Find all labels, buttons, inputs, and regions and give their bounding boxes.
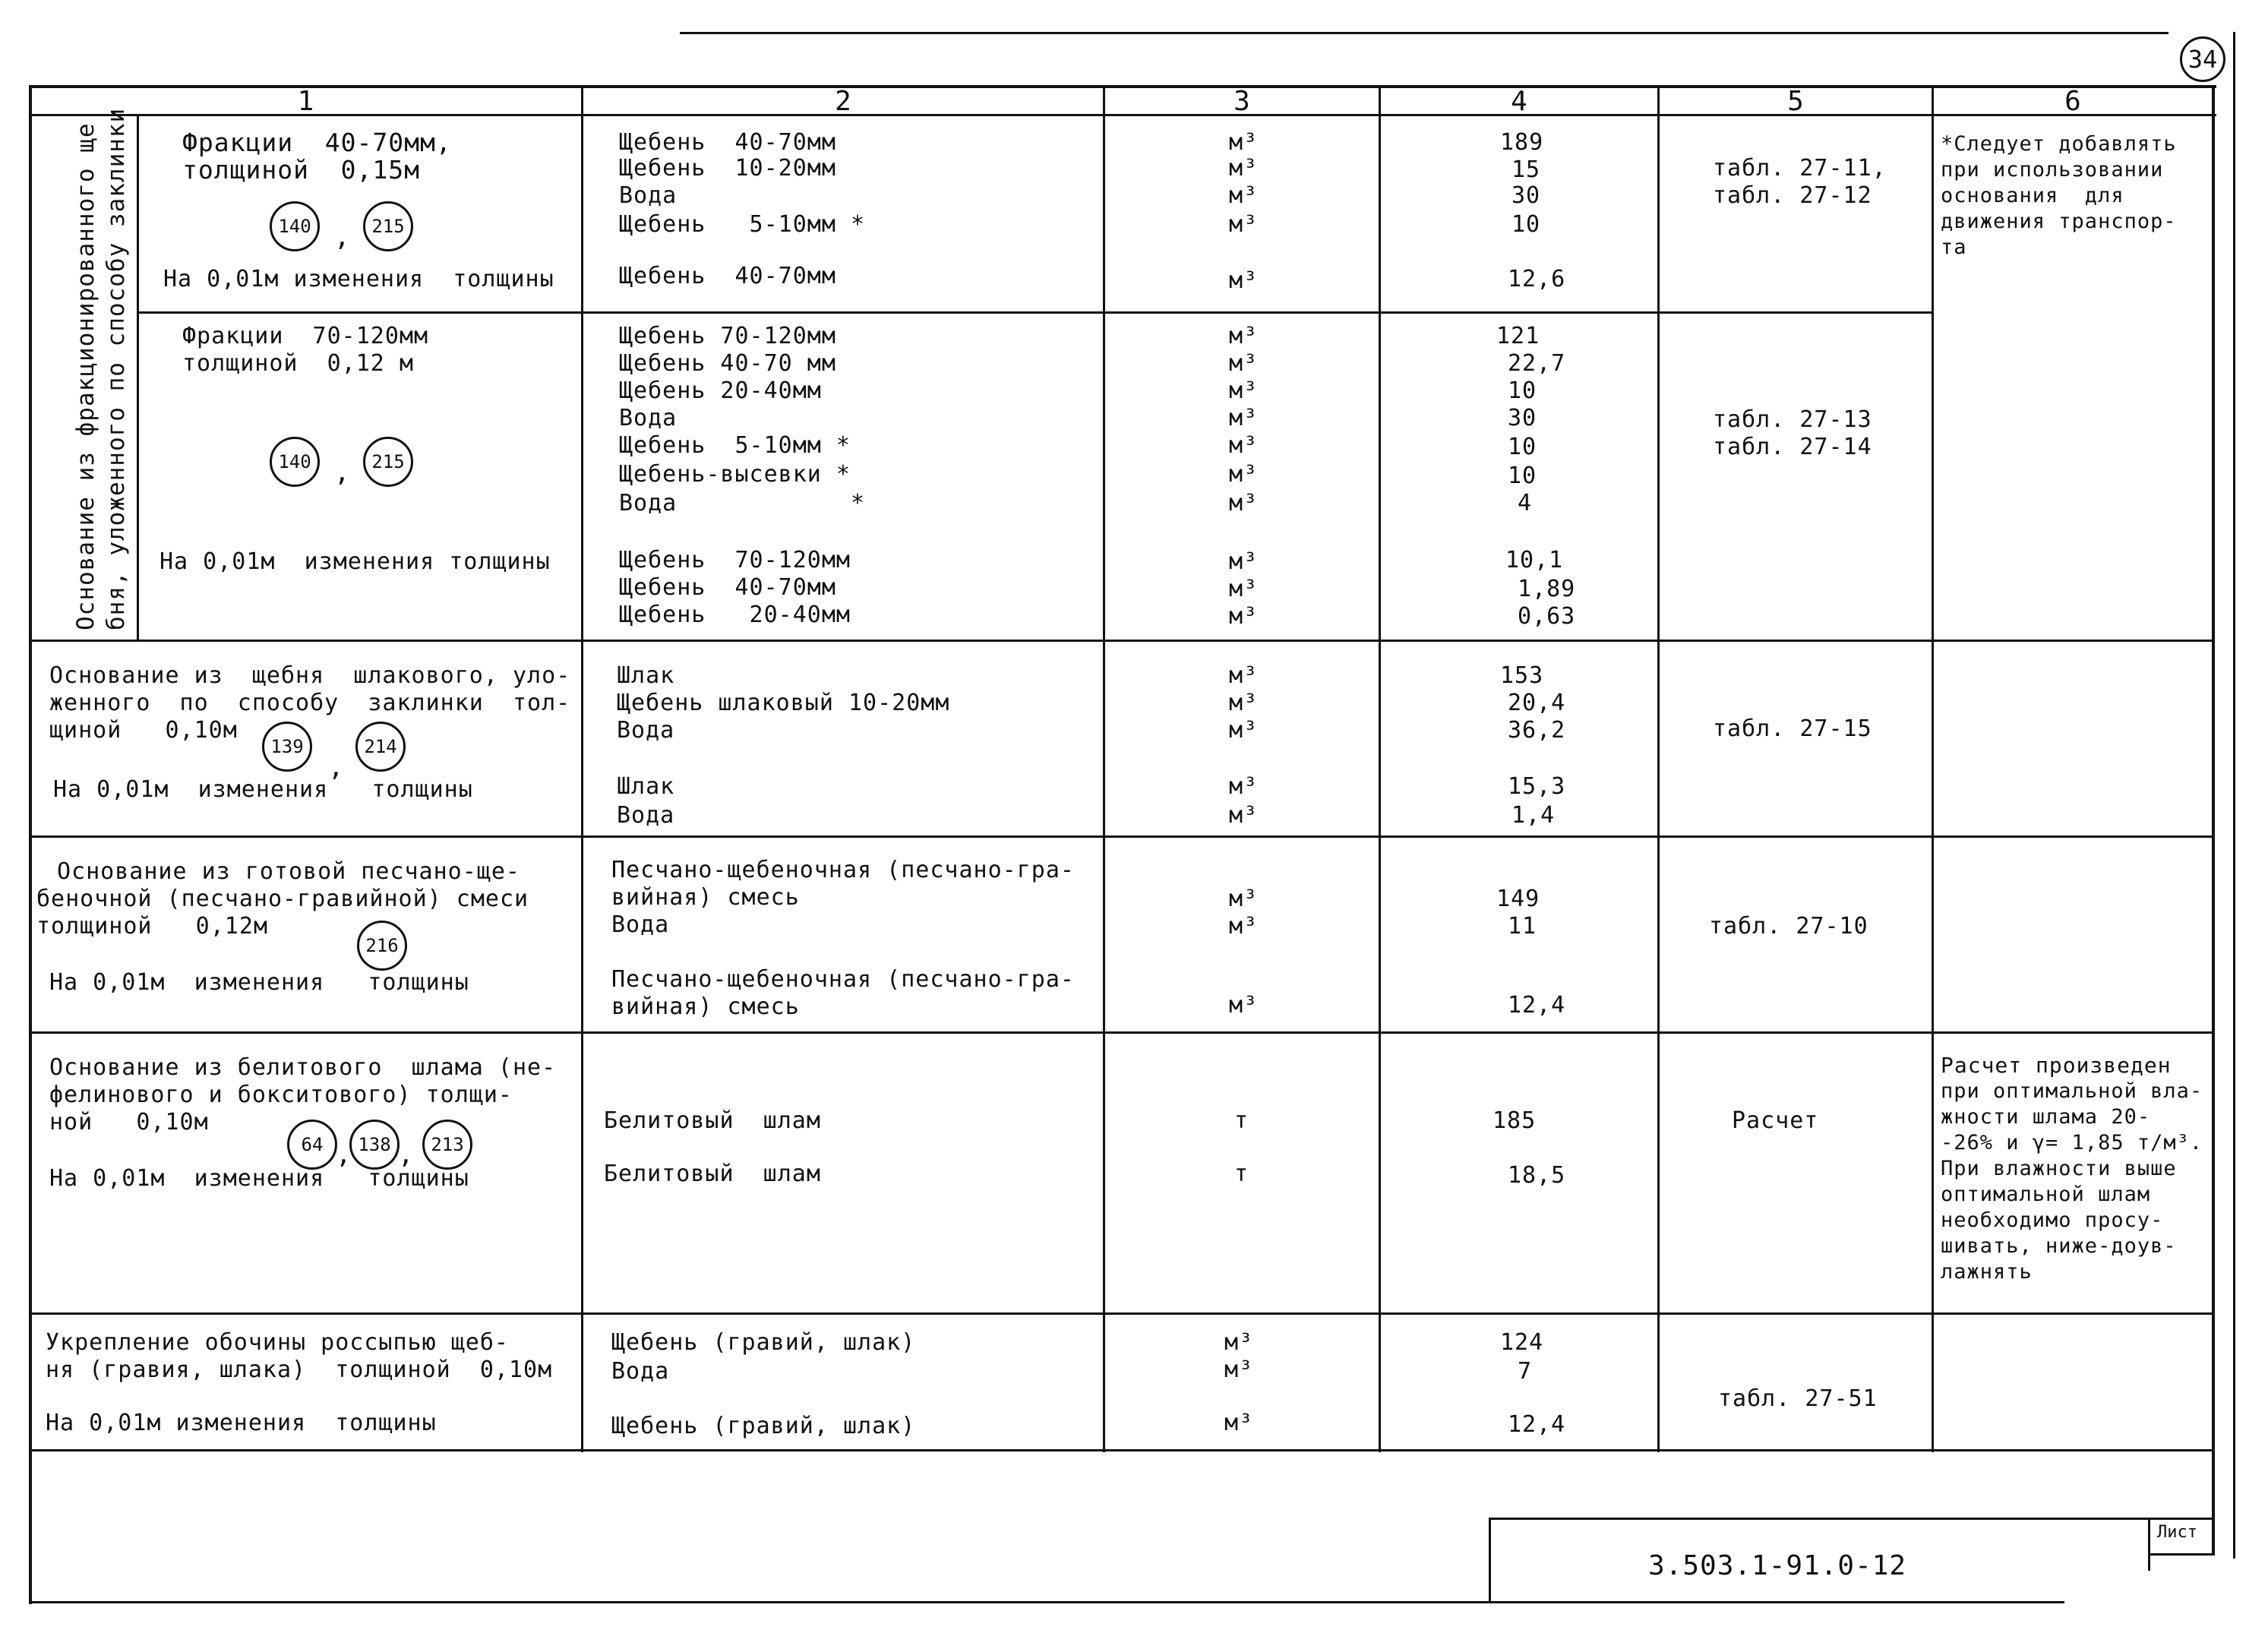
s2-circle-comma: , bbox=[334, 457, 350, 488]
s1-mat-1: Щебень 40-70мм bbox=[619, 129, 836, 156]
s2-circle-1: 140 bbox=[270, 437, 320, 487]
s2-ref-2: табл. 27-14 bbox=[1713, 434, 1872, 460]
col-sep-5 bbox=[1932, 85, 1934, 1452]
s2-unit-1: м³ bbox=[1229, 323, 1259, 349]
s1-circle-2: 215 bbox=[363, 201, 413, 251]
s1-note-1: *Следует добавлять bbox=[1941, 132, 2177, 156]
s2-mat-6: Щебень-высевки * bbox=[619, 461, 851, 488]
s4-mat-1: Песчано-щебеночная (песчано-гра- bbox=[611, 857, 1075, 883]
s2-title-2: толщиной 0,12 м bbox=[182, 350, 414, 377]
s5-note-5: При влажности выше bbox=[1941, 1157, 2177, 1180]
s2-unit-5: м³ bbox=[1229, 432, 1259, 459]
s2-submat-3: Щебень 20-40мм bbox=[619, 602, 851, 628]
s6-unit-1: м³ bbox=[1224, 1329, 1254, 1356]
table-right-border bbox=[2212, 85, 2215, 1555]
s1-mat-4: Щебень 5-10мм * bbox=[619, 211, 866, 238]
col-sep-3 bbox=[1379, 85, 1381, 1452]
outer-right-line bbox=[2233, 32, 2235, 1559]
s6-subval-1: 12,4 bbox=[1508, 1411, 1566, 1438]
s1-subunit-1: м³ bbox=[1229, 267, 1259, 294]
stamp-sheet-label: Лист bbox=[2157, 1523, 2197, 1542]
s5-title-2: фелинового и бокситового) толщи- bbox=[49, 1082, 513, 1108]
row-sep-4 bbox=[29, 1031, 2215, 1034]
s4-val-2: 11 bbox=[1508, 913, 1537, 940]
s4-subunit-1: м³ bbox=[1229, 992, 1259, 1019]
s2-mat-2: Щебень 40-70 мм bbox=[619, 350, 836, 377]
table-bottom-border bbox=[29, 1601, 2064, 1603]
s2-mat-7: Вода * bbox=[619, 490, 866, 516]
col-sep-2 bbox=[1103, 85, 1105, 1452]
stamp-code: 3.503.1-91.0-12 bbox=[1648, 1550, 1907, 1581]
s2-subunit-3: м³ bbox=[1229, 603, 1259, 630]
s4-submat-1: Песчано-щебеночная (песчано-гра- bbox=[611, 966, 1075, 993]
col-header-3: 3 bbox=[1234, 86, 1250, 117]
s1-val-3: 30 bbox=[1511, 182, 1541, 209]
s6-title-1: Укрепление обочины россыпью щеб- bbox=[46, 1329, 509, 1356]
s2-subval-3: 0,63 bbox=[1518, 603, 1576, 630]
col-header-6: 6 bbox=[2064, 86, 2081, 117]
s5-note-1: Расчет произведен bbox=[1941, 1053, 2172, 1078]
s1-title-2: толщиной 0,15м bbox=[182, 155, 421, 185]
s2-unit-3: м³ bbox=[1229, 377, 1259, 404]
s3-subval-2: 1,4 bbox=[1511, 802, 1556, 829]
s2-val-3: 10 bbox=[1508, 377, 1537, 404]
row-sep-6 bbox=[29, 1449, 2215, 1451]
s1-unit-4: м³ bbox=[1229, 211, 1259, 238]
s2-val-2: 22,7 bbox=[1508, 350, 1566, 377]
s6-val-2: 7 bbox=[1518, 1358, 1533, 1385]
s6-ref-1: табл. 27-51 bbox=[1718, 1385, 1878, 1412]
row-sep-2 bbox=[29, 640, 2215, 642]
s3-circle-2: 214 bbox=[355, 722, 406, 772]
row-sep-5 bbox=[29, 1312, 2215, 1315]
group-label-line-1: Основание из фракционированного ще bbox=[72, 122, 100, 630]
page-number: 34 bbox=[2180, 36, 2225, 82]
s2-title-1: Фракции 70-120мм bbox=[182, 323, 429, 349]
s5-title-3: ной 0,10м bbox=[49, 1109, 209, 1136]
s5-note-6: оптимальной шлам bbox=[1941, 1183, 2151, 1206]
col-sep-1 bbox=[581, 85, 583, 1452]
s3-mat-1: Шлак bbox=[617, 662, 675, 689]
s5-unit-1: т bbox=[1234, 1107, 1249, 1134]
s6-unit-2: м³ bbox=[1224, 1357, 1254, 1383]
s2-subval-1: 10,1 bbox=[1505, 547, 1564, 573]
s1-ref-2: табл. 27-12 bbox=[1713, 182, 1872, 209]
row-sep-3 bbox=[29, 835, 2215, 838]
s1-note-3: основания для bbox=[1941, 184, 2124, 207]
s4-title-3: толщиной 0,12м bbox=[36, 913, 268, 940]
s3-subunit-2: м³ bbox=[1229, 802, 1259, 829]
s2-mat-1: Щебень 70-120мм bbox=[619, 323, 836, 349]
s2-mat-5: Щебень 5-10мм * bbox=[619, 432, 851, 459]
s2-submat-1: Щебень 70-120мм bbox=[619, 547, 851, 573]
s2-subval-2: 1,89 bbox=[1518, 576, 1576, 602]
s1-unit-1: м³ bbox=[1229, 129, 1259, 156]
s6-val-1: 124 bbox=[1500, 1329, 1544, 1356]
s2-sub-label: На 0,01м изменения толщины bbox=[160, 548, 551, 575]
s3-ref-1: табл. 27-15 bbox=[1713, 715, 1872, 742]
s6-mat-1: Щебень (гравий, шлак) bbox=[611, 1329, 916, 1356]
s5-submat-1: Белитовый шлам bbox=[604, 1161, 821, 1187]
group-col-sep bbox=[137, 115, 139, 640]
s5-subunit-1: т bbox=[1234, 1161, 1249, 1187]
s5-note-9: лажнять bbox=[1941, 1260, 2033, 1284]
s5-note-8: шивать, ниже-доув- bbox=[1941, 1234, 2177, 1258]
s2-circle-2: 215 bbox=[363, 437, 413, 487]
s1-title-1: Фракции 40-70мм, bbox=[182, 128, 452, 157]
s4-title-1: Основание из готовой песчано-ще- bbox=[57, 858, 520, 885]
s1-val-4: 10 bbox=[1511, 211, 1541, 238]
s3-unit-2: м³ bbox=[1229, 690, 1259, 716]
s1-circle-comma: , bbox=[334, 222, 350, 252]
s6-mat-2: Вода bbox=[611, 1358, 670, 1385]
s3-subunit-1: м³ bbox=[1229, 773, 1259, 800]
s5-title-1: Основание из белитового шлама (не- bbox=[49, 1054, 557, 1081]
col-header-5: 5 bbox=[1787, 86, 1804, 117]
s3-circle-1: 139 bbox=[262, 722, 312, 772]
s5-circle-3: 213 bbox=[422, 1120, 472, 1170]
s5-note-4: -26% и γ= 1,85 т/м³. bbox=[1941, 1131, 2203, 1154]
s4-subval-1: 12,4 bbox=[1508, 992, 1566, 1019]
s2-val-4: 30 bbox=[1508, 405, 1537, 431]
s1-ref-1: табл. 27-11, bbox=[1713, 155, 1887, 182]
s1-unit-3: м³ bbox=[1229, 182, 1259, 209]
s4-circle-1: 216 bbox=[357, 921, 407, 971]
s1-sub-label: На 0,01м изменения толщины bbox=[163, 266, 554, 292]
s3-title-3: щиной 0,10м bbox=[49, 717, 238, 744]
s1-val-1: 189 bbox=[1500, 129, 1544, 156]
s5-circle-2: 138 bbox=[349, 1120, 400, 1170]
s1-note-5: та bbox=[1941, 235, 1967, 259]
s5-subval-1: 18,5 bbox=[1508, 1162, 1566, 1189]
s2-unit-2: м³ bbox=[1229, 350, 1259, 377]
s5-circle-comma-2: , bbox=[398, 1139, 414, 1170]
s4-ref-1: табл. 27-10 bbox=[1709, 913, 1868, 940]
s5-note-3: жности шлама 20- bbox=[1941, 1105, 2151, 1129]
col-header-4: 4 bbox=[1511, 86, 1527, 117]
s5-val-1: 185 bbox=[1493, 1107, 1537, 1134]
col-header-2: 2 bbox=[835, 86, 851, 117]
s4-mat-3: Вода bbox=[611, 911, 670, 938]
s6-subunit-1: м³ bbox=[1224, 1410, 1254, 1436]
s1-val-2: 15 bbox=[1511, 156, 1541, 183]
s1-mat-2: Щебень 10-20мм bbox=[619, 155, 836, 182]
s1-unit-2: м³ bbox=[1229, 155, 1259, 182]
s2-unit-4: м³ bbox=[1229, 405, 1259, 431]
s3-unit-3: м³ bbox=[1229, 717, 1259, 744]
s2-mat-4: Вода bbox=[619, 405, 678, 431]
s4-val-1: 149 bbox=[1496, 886, 1540, 912]
table-left-border bbox=[29, 85, 32, 1604]
s2-subunit-2: м³ bbox=[1229, 576, 1259, 602]
s1-subval-1: 12,6 bbox=[1508, 266, 1566, 292]
s5-note-7: необходимо просу- bbox=[1941, 1208, 2164, 1232]
s3-mat-2: Щебень шлаковый 10-20мм bbox=[617, 690, 950, 716]
s2-val-1: 121 bbox=[1496, 323, 1540, 349]
s6-title-2: ня (гравия, шлака) толщиной 0,10м bbox=[46, 1357, 553, 1383]
stamp-top bbox=[1489, 1518, 2215, 1520]
s1-mat-3: Вода bbox=[619, 182, 678, 209]
s1-note-4: движения транспор- bbox=[1941, 210, 2177, 233]
s2-unit-6: м³ bbox=[1229, 461, 1259, 488]
s4-unit-2: м³ bbox=[1229, 913, 1259, 940]
s1-note-2: при использовании bbox=[1941, 158, 2164, 182]
s2-unit-7: м³ bbox=[1229, 490, 1259, 516]
s2-ref-1: табл. 27-13 bbox=[1713, 406, 1872, 433]
s2-subunit-1: м³ bbox=[1229, 548, 1259, 575]
s3-submat-1: Шлак bbox=[617, 773, 675, 800]
col-sep-4 bbox=[1657, 85, 1660, 1452]
s5-circle-comma-1: , bbox=[336, 1139, 352, 1170]
s2-val-5: 10 bbox=[1508, 434, 1537, 460]
s5-mat-1: Белитовый шлам bbox=[604, 1107, 821, 1134]
s2-mat-3: Щебень 20-40мм bbox=[619, 377, 822, 404]
s6-sub-label: На 0,01м изменения толщины bbox=[46, 1410, 437, 1436]
s2-val-7: 4 bbox=[1518, 490, 1533, 516]
col-header-1: 1 bbox=[297, 86, 314, 117]
stamp-left bbox=[1489, 1518, 1491, 1603]
s5-ref-1: Расчет bbox=[1732, 1107, 1819, 1134]
s4-mat-2: вийная) смесь bbox=[611, 884, 800, 911]
s3-title-1: Основание из щебня шлакового, уло- bbox=[49, 662, 571, 689]
s5-note-2: при оптимальной вла- bbox=[1941, 1079, 2203, 1103]
s1-submat-1: Щебень 40-70мм bbox=[619, 263, 836, 289]
s4-unit-1: м³ bbox=[1229, 886, 1259, 912]
s3-val-1: 153 bbox=[1500, 662, 1544, 689]
s2-val-6: 10 bbox=[1508, 463, 1537, 489]
s3-unit-1: м³ bbox=[1229, 662, 1259, 689]
s3-val-3: 36,2 bbox=[1508, 717, 1566, 744]
s6-submat-1: Щебень (гравий, шлак) bbox=[611, 1413, 916, 1439]
s5-sub-label: На 0,01м изменения толщины bbox=[49, 1165, 469, 1192]
s3-subval-1: 15,3 bbox=[1508, 773, 1566, 800]
s3-sub-label: На 0,01м изменения толщины bbox=[53, 776, 473, 803]
s3-title-2: женного по способу заклинки тол- bbox=[49, 690, 571, 716]
s4-sub-label: На 0,01м изменения толщины bbox=[49, 969, 469, 996]
s2-submat-2: Щебень 40-70мм bbox=[619, 574, 836, 601]
stamp-sheet-sep bbox=[2148, 1518, 2150, 1571]
s5-circle-1: 64 bbox=[287, 1120, 337, 1170]
s3-mat-3: Вода bbox=[617, 717, 675, 744]
s3-val-2: 20,4 bbox=[1508, 690, 1566, 716]
row-sep-1 bbox=[137, 311, 1933, 314]
top-thin-line bbox=[680, 32, 2168, 34]
s1-circle-1: 140 bbox=[270, 201, 320, 251]
stamp-sheet-bottom bbox=[2148, 1553, 2215, 1556]
s4-title-2: беночной (песчано-гравийной) смеси bbox=[36, 886, 529, 912]
group-label-line-2: бня, уложенного по способу заклинки bbox=[103, 107, 130, 630]
s3-circle-comma: , bbox=[328, 752, 344, 782]
s4-submat-2: вийная) смесь bbox=[611, 993, 800, 1020]
s3-submat-2: Вода bbox=[617, 802, 675, 829]
